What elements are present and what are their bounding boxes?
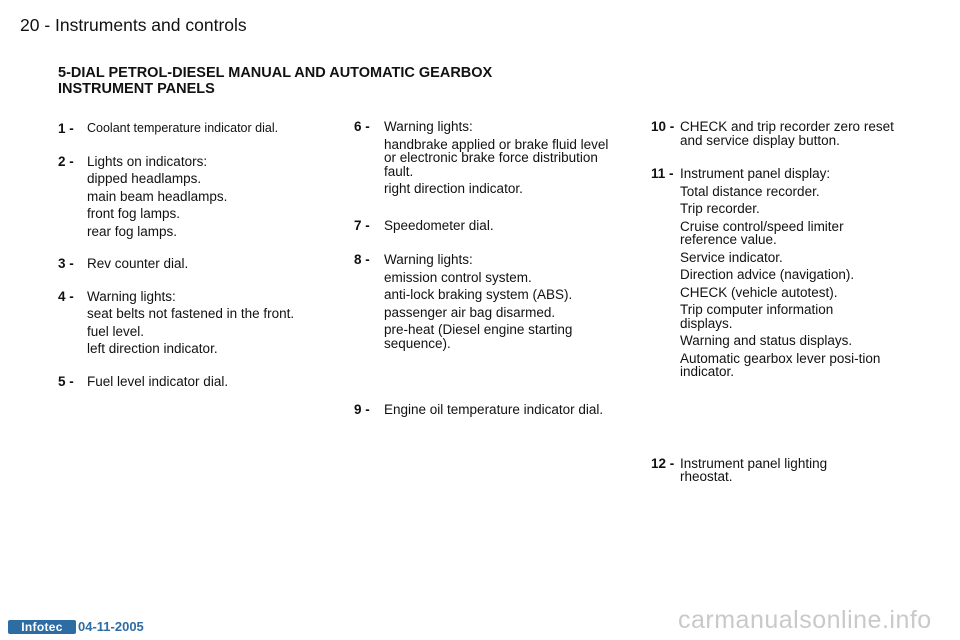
column-3 xyxy=(644,120,924,484)
list-item-3 xyxy=(50,257,320,271)
section-title-line-2: INSTRUMENT PANELS xyxy=(58,80,215,97)
item-sub: rear fog lamps. xyxy=(87,223,178,239)
section-title xyxy=(58,66,678,97)
list-item-12 xyxy=(644,457,924,484)
item-sub: left direction indicator. xyxy=(87,341,218,356)
column-2 xyxy=(346,120,626,417)
item-number: 3 - xyxy=(58,256,74,271)
item-number: 11 - xyxy=(651,166,674,181)
item-label: Warning lights: xyxy=(87,288,176,304)
item-sub: CHECK (vehicle autotest). xyxy=(680,284,838,300)
item-number: 6 - xyxy=(354,119,370,134)
item-label: Coolant temperature indicator dial. xyxy=(87,121,279,135)
item-sub: Cruise control/speed limiter reference value. xyxy=(680,218,844,247)
list-item-8 xyxy=(346,253,626,350)
item-number: 2 - xyxy=(58,153,74,169)
item-label: Engine oil temperature indicator dial. xyxy=(384,402,604,417)
list-item-1 xyxy=(50,122,320,136)
list-item-7 xyxy=(346,219,626,233)
item-label: Lights on indicators: xyxy=(87,153,208,169)
item-sub: Total distance recorder. xyxy=(680,183,820,199)
item-label: Instrument panel lighting rheostat. xyxy=(680,455,828,484)
item-label: Warning lights: xyxy=(384,252,473,267)
list-item-2 xyxy=(50,155,320,239)
item-sub: Direction advice (navigation). xyxy=(680,267,855,282)
item-number: 7 - xyxy=(354,217,370,233)
item-sub: emission control system. xyxy=(384,269,532,285)
item-number: 10 - xyxy=(651,119,675,134)
list-item-10 xyxy=(644,120,924,147)
item-sub: Service indicator. xyxy=(680,249,783,265)
item-label: Rev counter dial. xyxy=(87,256,189,271)
item-number: 12 - xyxy=(651,455,675,471)
footer-date: 04-11-2005 xyxy=(78,619,144,634)
item-sub: pre-heat (Diesel engine starting sequence). xyxy=(384,322,573,351)
item-sub: Trip computer information displays. xyxy=(680,302,834,331)
item-sub: seat belts not fastened in the front. xyxy=(87,306,295,321)
section-title-line-1: 5-DIAL PETROL-DIESEL MANUAL AND AUTOMATIC GEARBOX xyxy=(58,65,493,81)
item-number: 5 - xyxy=(58,373,74,389)
item-label: Warning lights: xyxy=(384,119,473,134)
watermark: carmanualsonline.info xyxy=(678,606,932,634)
item-label: Instrument panel display: xyxy=(680,166,831,181)
column-1 xyxy=(50,120,320,388)
list-item-6 xyxy=(346,120,626,196)
list-item-9 xyxy=(346,403,626,417)
item-sub: right direction indicator. xyxy=(384,181,523,196)
item-sub: passenger air bag disarmed. xyxy=(384,304,556,320)
page-header: 20 - Instruments and controls xyxy=(20,15,247,35)
item-number: 1 - xyxy=(58,121,74,136)
item-number: 8 - xyxy=(354,252,370,267)
item-sub: anti-lock braking system (ABS). xyxy=(384,287,573,302)
item-sub: fuel level. xyxy=(87,323,145,339)
item-label: Fuel level indicator dial. xyxy=(87,373,229,389)
item-sub: Trip recorder. xyxy=(680,201,760,216)
item-label: CHECK and trip recorder zero reset and service display button. xyxy=(680,119,894,148)
list-item-4 xyxy=(50,290,320,356)
infotec-logo: Infotec xyxy=(8,620,76,634)
list-item-11 xyxy=(644,167,924,379)
item-sub: main beam headlamps. xyxy=(87,188,228,204)
list-item-5 xyxy=(50,375,320,389)
item-sub: Warning and status displays. xyxy=(680,333,853,348)
item-number: 9 - xyxy=(354,402,370,417)
item-sub: front fog lamps. xyxy=(87,206,181,221)
item-sub: dipped headlamps. xyxy=(87,171,202,186)
item-sub: handbrake applied or brake fluid level or electronic brake force distribution fault. xyxy=(384,136,609,179)
item-number: 4 - xyxy=(58,288,74,304)
item-label: Speedometer dial. xyxy=(384,217,494,233)
item-sub: Automatic gearbox lever posi-tion indicator. xyxy=(680,350,881,379)
